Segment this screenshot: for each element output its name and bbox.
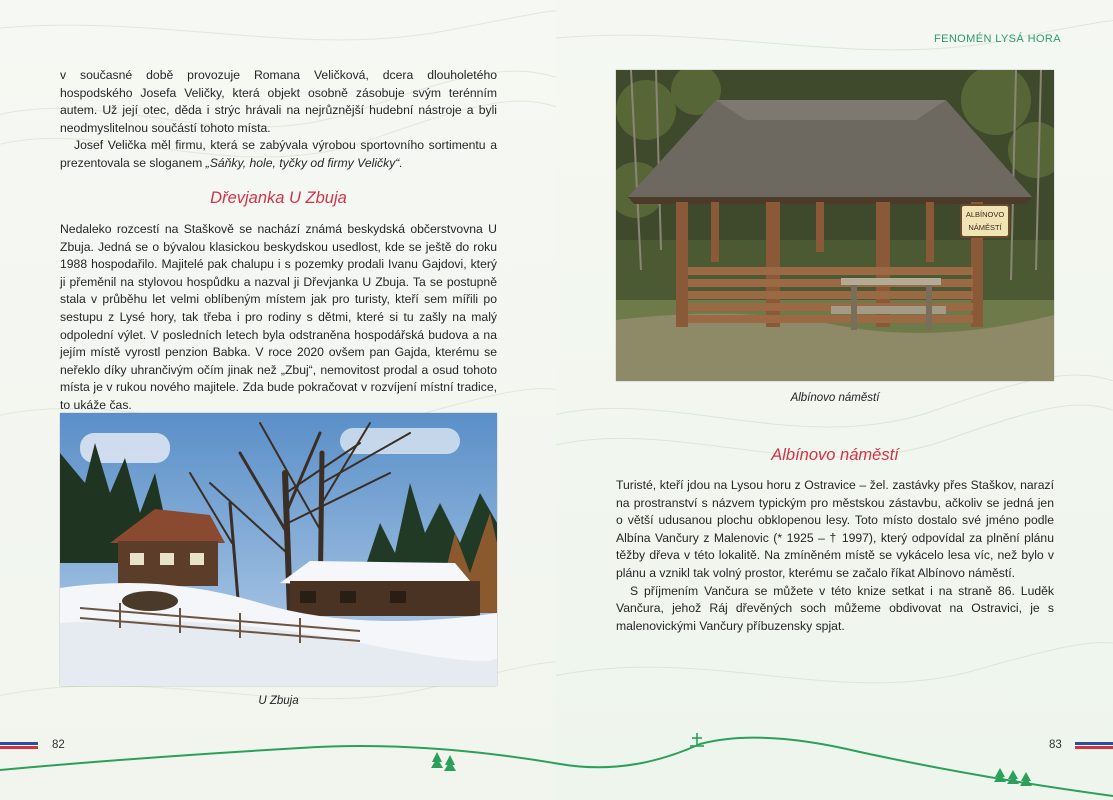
- shelter-image: [616, 70, 1054, 381]
- running-head: FENOMÉN LYSÁ HORA: [933, 33, 1061, 45]
- page-number-left: 82: [52, 739, 65, 751]
- winter-cottage-image: [60, 413, 497, 686]
- photo-caption-u-zbuja: U Zbuja: [258, 695, 299, 707]
- intro-text: [60, 67, 497, 173]
- section-heading-drevjanka: Dřevjanka U Zbuja: [210, 189, 347, 207]
- page-number-right: 83: [1049, 739, 1062, 751]
- sign-text-line-2: NÁMĚSTÍ: [968, 223, 1002, 232]
- sign-text-line-1: ALBÍNOVO: [965, 210, 1005, 219]
- slogan: „Sáňky, hole, tyčky od firmy Veličky“.: [205, 155, 403, 170]
- drevjanka-paragraph: Nedaleko rozcestí na Staškově se nachází známá beskydská občerstvovna U Zbuja. Jedná se o bývalou klasickou beskydskou usedlost, kde se ještě do roku 1988 hospodařilo. Majitelé pak chalupu i s pozemky prodali Ivanu Gajdovi, který ji přeměnil na stylovou hospůdku a nazval ji Dřevjanka U Zbuja. Ta se postupně stala v průběhu let velmi oblíbeným místem jak pro turisty, kteří sem mířili po sestupu z Lysé hory, tak třeba i pro rodiny s dětmi, které si tu zašly na malý odpolední výlet. V posledních letech byla odstraněna hospodářská budova a na jejím místě vyrostl penzion Babka. V roce 2020 ovšem pan Gajda, kterému se neřeklo díky uhrančivým očím jinak než „Zbuj“, nemovitost prodal a osud tohoto místa je v rukou nového majitele. Zda bude pokračovat v rozvíjení místní tradice, to ukáže čas.: [60, 222, 497, 412]
- tree-icons-right: [994, 768, 1032, 786]
- photo-caption-albinovo: Albínovo náměstí: [790, 392, 880, 404]
- intro-paragraph-2: [60, 137, 497, 172]
- albinovo-paragraph-1: Turisté, kteří jdou na Lysou horu z Ostravice – žel. zastávky přes Staškov, narazí na prostranství s názvem typickým pro městskou zástavbu, ačkoliv se jedná jen o větší udusanou plochu obklopenou lesy. Toto místo dostalo své jméno podle Albína Vančury z Malenovic (* 1925 – † 1997), který odpovídal za plnění plánu těžby dřeva v této lokalitě. Na zmíněném místě se vykácelo lesa víc, než bylo v plánu a vznikl tak volný prostor, kterému se začalo říkat Albínovo náměstí.: [616, 478, 1054, 580]
- albinovo-text: [616, 477, 1054, 635]
- section-heading-albinovo: Albínovo náměstí: [771, 446, 899, 464]
- left-page: [0, 0, 556, 800]
- tree-icons-left: [431, 752, 456, 771]
- albinovo-paragraph-2: S příjmením Vančura se můžete v této knize setkat i na straně 86. Luděk Vančura, jehož Ráj dřevěných soch můžeme obdivovat na Ostravici, je s malenovickými Vančury příbuzensky spjat.: [616, 583, 1054, 633]
- intro-paragraph-2-text: Josef Velička měl firmu, která se zabývala výrobou sportovního sortimentu a prezentovala se sloganem: [60, 138, 497, 170]
- mountain-ridge-line: [0, 730, 1113, 800]
- photo-u-zbuja: [60, 413, 497, 686]
- right-page: [556, 0, 1113, 800]
- photo-albinovo-namesti: [616, 70, 1054, 381]
- drevjanka-text: [60, 221, 497, 415]
- intro-paragraph-1: v současné době provozuje Romana Veličková, dcera dlouholetého hospodského Josefa Veličky, která objekt osobně zásobuje svým terénním autem. Už její otec, děda i strýc hrávali na nejrůznější hudební nástroje a byli neodmyslitelnou součástí tohoto místa.: [60, 68, 497, 135]
